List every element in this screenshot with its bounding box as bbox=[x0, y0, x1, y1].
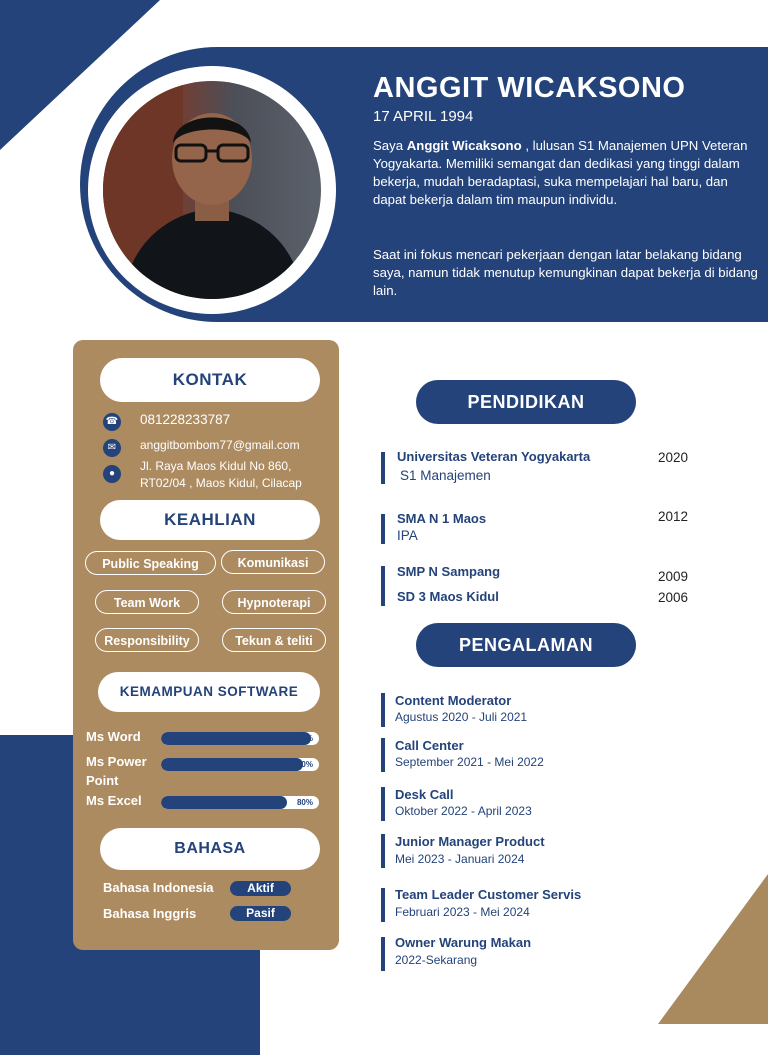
keahlian-heading: KEAHLIAN bbox=[100, 500, 320, 540]
email-icon: ✉ bbox=[103, 439, 121, 457]
contact-address-line-1: Jl. Raya Maos Kidul No 860, bbox=[140, 459, 292, 473]
education-year: 2006 bbox=[658, 590, 689, 605]
education-major: S1 Manajemen bbox=[400, 468, 491, 483]
contact-address-line-2: RT02/04 , Maos Kidul, Cilacap bbox=[140, 476, 302, 490]
experience-role: Junior Manager Product bbox=[395, 834, 545, 849]
skill-badge: Hypnoterapi bbox=[222, 590, 326, 614]
education-school: SD 3 Maos Kidul bbox=[397, 589, 499, 604]
education-major: IPA bbox=[397, 528, 418, 543]
language-level-badge: Aktif bbox=[230, 881, 291, 896]
experience-role: Content Moderator bbox=[395, 693, 512, 708]
software-progress-bar bbox=[161, 732, 319, 745]
software-percent: 95% bbox=[296, 734, 313, 743]
software-progress-fill bbox=[161, 758, 303, 771]
pengalaman-heading: PENGALAMAN bbox=[416, 623, 636, 667]
timeline-marker bbox=[381, 693, 385, 727]
software-progress-bar bbox=[161, 758, 319, 771]
experience-role: Team Leader Customer Servis bbox=[395, 887, 582, 902]
experience-period: Agustus 2020 - Juli 2021 bbox=[395, 710, 528, 724]
contact-email: anggitbombom77@gmail.com bbox=[140, 438, 300, 452]
timeline-marker bbox=[381, 937, 385, 971]
skill-badge: Responsibility bbox=[95, 628, 199, 652]
experience-role: Owner Warung Makan bbox=[395, 935, 532, 950]
language-name: Bahasa Indonesia bbox=[103, 880, 214, 895]
software-progress-fill bbox=[161, 732, 311, 745]
software-heading: KEMAMPUAN SOFTWARE bbox=[98, 672, 320, 712]
timeline-marker bbox=[381, 566, 385, 606]
date-of-birth: 17 APRIL 1994 bbox=[373, 108, 474, 125]
experience-period: Oktober 2022 - April 2023 bbox=[395, 804, 532, 818]
education-school: Universitas Veteran Yogyakarta bbox=[397, 449, 591, 464]
kontak-heading: KONTAK bbox=[100, 358, 320, 402]
language-name: Bahasa Inggris bbox=[103, 906, 197, 921]
contact-phone: 081228233787 bbox=[140, 412, 231, 427]
person-name: ANGGIT WICAKSONO bbox=[373, 72, 686, 104]
skill-badge: Team Work bbox=[95, 590, 199, 614]
experience-period: Mei 2023 - Januari 2024 bbox=[395, 852, 525, 866]
location-pin-icon: ● bbox=[103, 465, 121, 483]
software-percent: 90% bbox=[296, 760, 313, 769]
intro-paragraph: Saya Anggit Wicaksono , lulusan S1 Manajemen UPN Veteran Yogyakarta. Memiliki semangat dan dedikasi yang tinggi dalam bekerja, mudah beradaptasi, suka mempelajari hal baru, dan dapat bekerja dalam tim maupun individu. bbox=[373, 138, 748, 207]
experience-period: September 2021 - Mei 2022 bbox=[395, 755, 544, 769]
education-school: SMP N Sampang bbox=[397, 564, 501, 579]
software-name: Ms Excel bbox=[86, 793, 142, 808]
skill-badge: Komunikasi bbox=[221, 550, 325, 574]
pendidikan-heading: PENDIDIKAN bbox=[416, 380, 636, 424]
intro-name: Anggit Wicaksono bbox=[406, 138, 522, 153]
education-school: SMA N 1 Maos bbox=[397, 511, 487, 526]
software-progress-bar bbox=[161, 796, 319, 809]
software-progress-fill bbox=[161, 796, 287, 809]
experience-period: 2022-Sekarang bbox=[395, 953, 478, 967]
intro-paragraph-2: Saat ini fokus mencari pekerjaan dengan latar belakang bidang saya, namun tidak menutup kemungkinan dapat bekerja di bidang lain. bbox=[373, 247, 758, 298]
software-name: Ms Word bbox=[86, 729, 141, 744]
timeline-marker bbox=[381, 452, 385, 484]
timeline-marker bbox=[381, 888, 385, 922]
education-year: 2012 bbox=[658, 509, 689, 524]
phone-icon: ☎ bbox=[103, 413, 121, 431]
timeline-marker bbox=[381, 787, 385, 821]
profile-photo bbox=[103, 81, 321, 299]
bahasa-heading: BAHASA bbox=[100, 828, 320, 870]
experience-period: Februari 2023 - Mei 2024 bbox=[395, 905, 530, 919]
education-year: 2009 bbox=[658, 569, 689, 584]
language-level-badge: Pasif bbox=[230, 906, 291, 921]
timeline-marker bbox=[381, 834, 385, 868]
skill-badge: Tekun & teliti bbox=[222, 628, 326, 652]
timeline-marker bbox=[381, 738, 385, 772]
experience-role: Call Center bbox=[395, 738, 464, 753]
corner-triangle-bottom-right bbox=[658, 874, 768, 1024]
education-year: 2020 bbox=[658, 450, 689, 465]
skill-badge: Public Speaking bbox=[85, 551, 216, 575]
software-name: Ms Power Point bbox=[86, 754, 147, 788]
timeline-marker bbox=[381, 514, 385, 544]
software-percent: 80% bbox=[296, 798, 313, 807]
experience-role: Desk Call bbox=[395, 787, 454, 802]
